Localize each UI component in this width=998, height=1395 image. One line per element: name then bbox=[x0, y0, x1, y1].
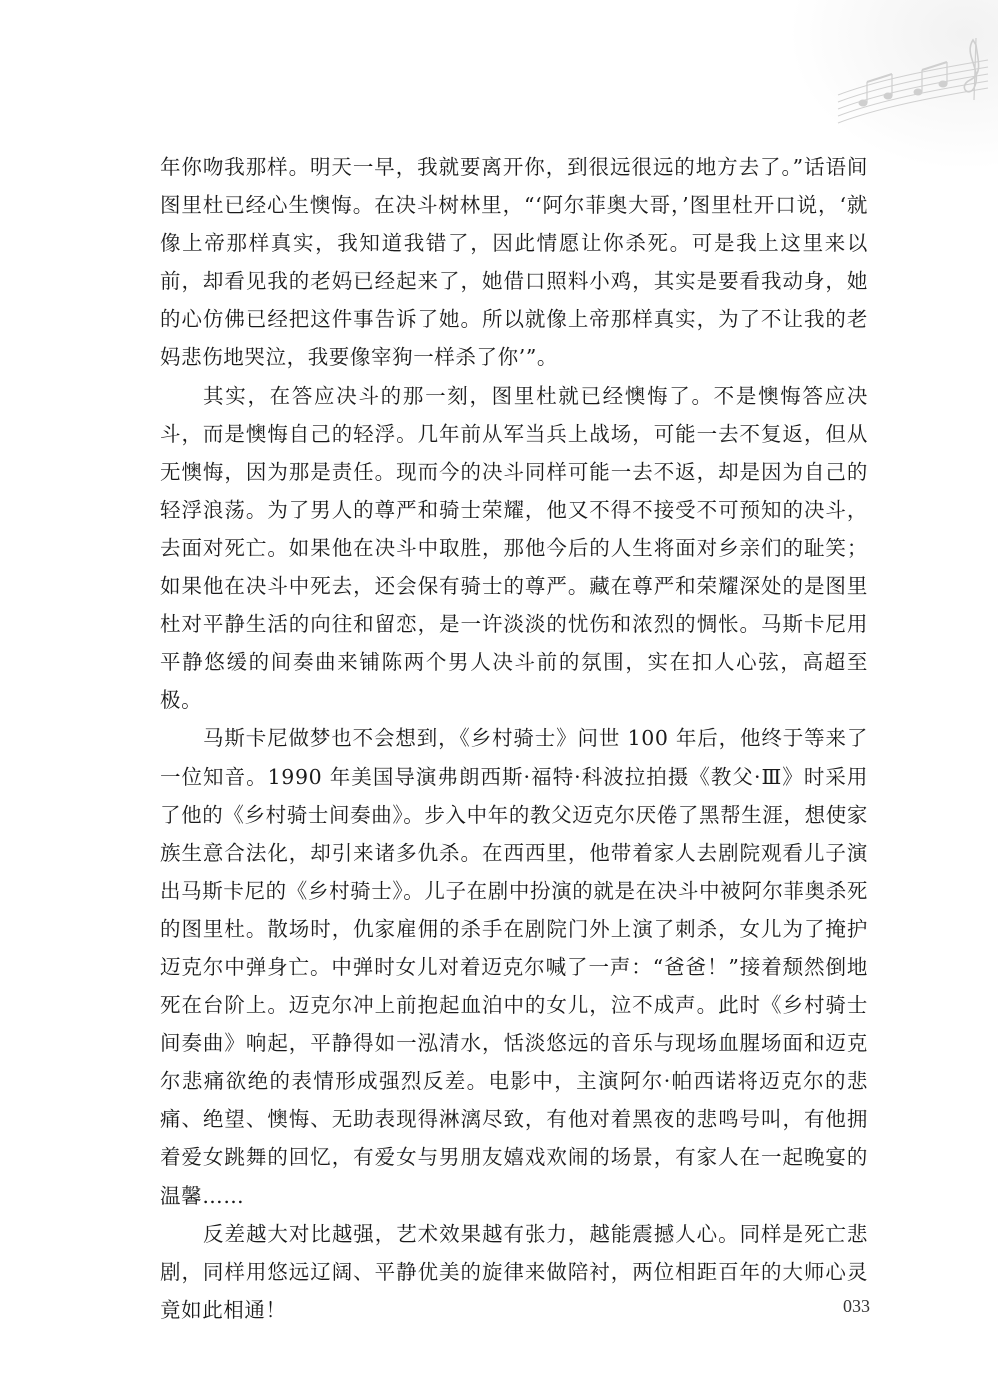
music-staff-icon bbox=[778, 0, 998, 170]
paragraph-3: 马斯卡尼做梦也不会想到，《乡村骑士》问世 100 年后，他终于等来了一位知音。1990 年美国导演弗朗西斯·福特·科波拉拍摄《教父·Ⅲ》时采用了他的《乡村骑士间奏曲》。步入中年的教父迈克尔厌倦了黑帮生涯，想使家族生意合法化，却引来诸多仇杀。在西西里，他带着家人去剧院观看儿子演出马斯卡尼的《乡村骑士》。儿子在剧中扮演的就是在决斗中被阿尔菲奥杀死的图里杜。散场时，仇家雇佣的杀手在剧院门外上演了刺杀，女儿为了掩护迈克尔中弹身亡。中弹时女儿对着迈克尔喊了一声：“爸爸！”接着颓然倒地死在台阶上。迈克尔冲上前抱起血泊中的女儿，泣不成声。此时《乡村骑士间奏曲》响起，平静得如一泓清水，恬淡悠远的音乐与现场血腥场面和迈克尔悲痛欲绝的表情形成强烈反差。电影中，主演阿尔·帕西诺将迈克尔的悲痛、绝望、懊悔、无助表现得淋漓尽致，有他对着黑夜的悲鸣号叫，有他拥着爱女跳舞的回忆，有爱女与男朋友嬉戏欢闹的场景，有家人在一起晚宴的温馨…… bbox=[160, 726, 868, 1208]
paragraph-2: 其实，在答应决斗的那一刻，图里杜就已经懊悔了。不是懊悔答应决斗，而是懊悔自己的轻浮。几年前从军当兵上战场，可能一去不复返，但从无懊悔，因为那是责任。现而今的决斗同样可能一去不返，却是因为自己的轻浮浪荡。为了男人的尊严和骑士荣耀，他又不得不接受不可预知的决斗，去面对死亡。如果他在决斗中取胜，那他今后的人生将面对乡亲们的耻笑；如果他在决斗中死去，还会保有骑士的尊严。藏在尊严和荣耀深处的是图里杜对平静生活的向往和留恋，是一许淡淡的忧伤和浓烈的惆怅。马斯卡尼用平静悠缓的间奏曲来铺陈两个男人决斗前的氛围，实在扣人心弦，高超至极。 bbox=[160, 383, 868, 713]
paragraph-1: 年你吻我那样。明天一早，我就要离开你，到很远很远的地方去了。”话语间图里杜已经心生懊悔。在决斗树林里，“‘阿尔菲奥大哥，’图里杜开口说，‘就像上帝那样真实，我知道我错了，因此情愿让你杀死。可是我上这里来以前，却看见我的老妈已经起来了，她借口照料小鸡，其实是要看我动身，她的心仿佛已经把这件事告诉了她。所以就像上帝那样真实，为了不让我的老妈悲伤地哭泣，我要像宰狗一样杀了你’”。 bbox=[160, 155, 868, 370]
body-text bbox=[160, 148, 868, 1329]
paragraph-4: 反差越大对比越强，艺术效果越有张力，越能震撼人心。同样是死亡悲剧，同样用悠远辽阔、平静优美的旋律来做陪衬，两位相距百年的大师心灵竟如此相通！ bbox=[160, 1221, 868, 1322]
page-number: 033 bbox=[843, 1296, 870, 1316]
